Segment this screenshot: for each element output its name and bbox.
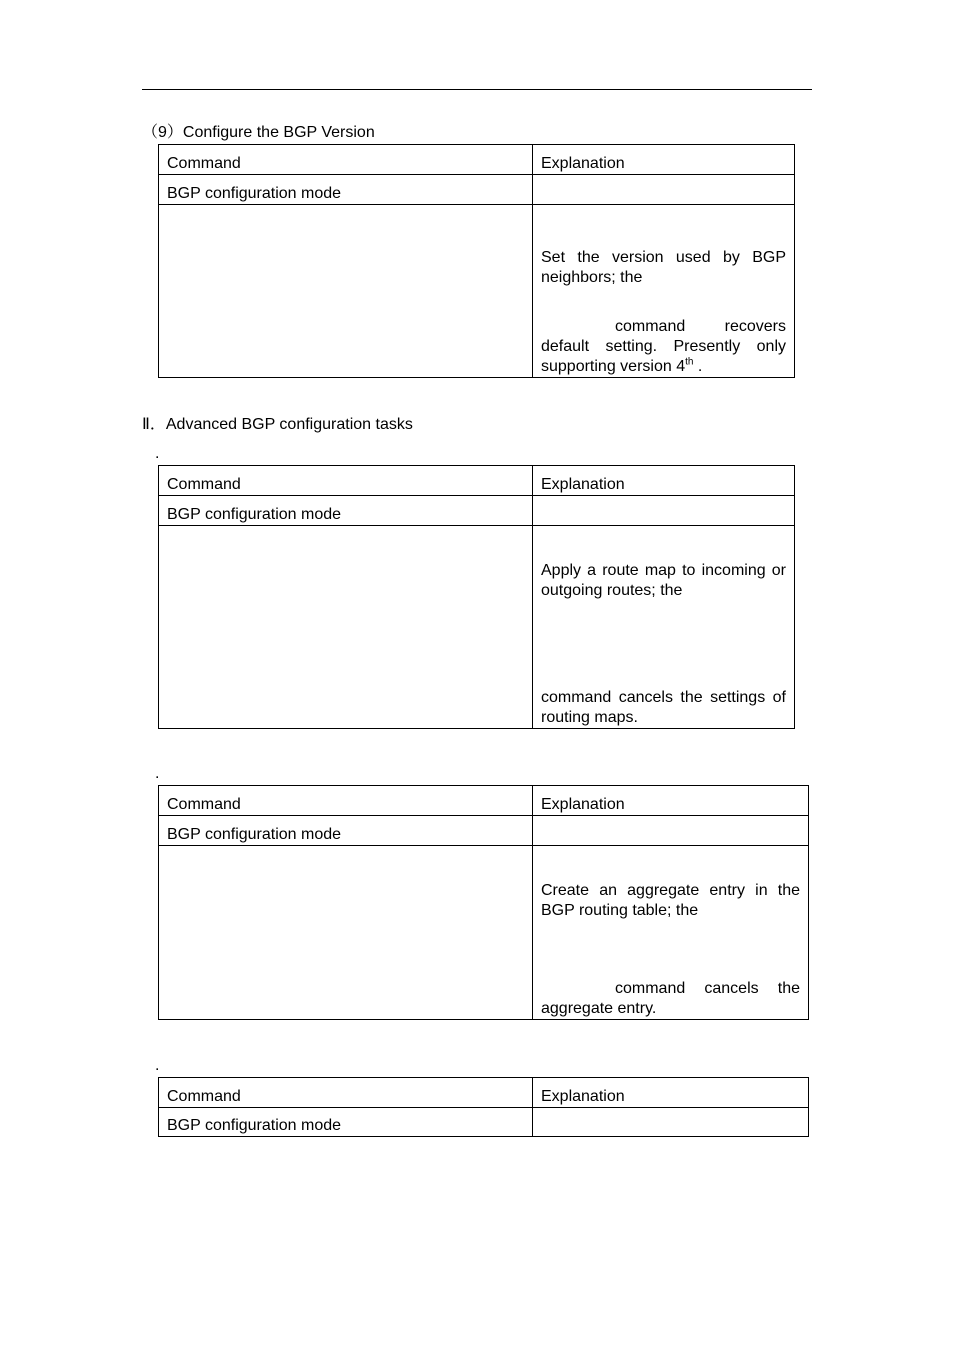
mode-cell: BGP configuration mode	[159, 175, 533, 205]
header-explanation: Explanation	[533, 786, 809, 816]
explanation-top: Apply a route map to incoming or outgoing routes; the	[541, 562, 786, 599]
header-command: Command	[159, 1078, 533, 1108]
explanation-top: Set the version used by BGP neighbors; the	[541, 249, 786, 286]
command-cell	[159, 846, 533, 1020]
explanation-bottom	[541, 317, 786, 377]
explanation-bottom	[541, 979, 800, 1019]
explanation-top: Create an aggregate entry in the BGP routing table; the	[541, 882, 800, 919]
header-explanation: Explanation	[533, 466, 795, 496]
bullet-dot-3: .	[155, 1057, 160, 1074]
bgp-table-4	[158, 1077, 809, 1137]
explanation-end: .	[697, 358, 703, 375]
explanation-bottom-text: command cancels the aggregate entry.	[541, 980, 800, 1017]
bullet-dot-1: .	[155, 445, 160, 462]
bullet-dot-2: .	[155, 765, 160, 782]
bgp-version-table	[158, 144, 795, 378]
header-explanation: Explanation	[533, 145, 795, 175]
mode-explanation-cell	[533, 816, 809, 846]
explanation-bottom-text: command recovers default setting. Presently only supporting version 4	[541, 318, 786, 375]
header-explanation: Explanation	[533, 1078, 809, 1108]
command-cell	[159, 526, 533, 729]
gap	[541, 601, 786, 688]
header-command: Command	[159, 786, 533, 816]
gap	[541, 921, 800, 979]
explanation-cell	[533, 526, 795, 729]
explanation-bottom: command cancels the settings of routing maps.	[541, 689, 786, 726]
mode-explanation-cell	[533, 1108, 809, 1137]
page-header-rule	[142, 89, 812, 90]
gap	[541, 288, 786, 317]
route-map-table	[158, 465, 795, 729]
section-9-title: （9）Configure the BGP Version	[142, 124, 375, 141]
explanation-cell	[533, 846, 809, 1020]
section-2-title: Ⅱ．Advanced BGP configuration tasks	[142, 416, 413, 433]
command-cell	[159, 205, 533, 378]
explanation-cell	[533, 205, 795, 378]
header-command: Command	[159, 145, 533, 175]
header-command: Command	[159, 466, 533, 496]
mode-explanation-cell	[533, 496, 795, 526]
aggregate-table	[158, 785, 809, 1020]
mode-cell: BGP configuration mode	[159, 1108, 533, 1137]
ordinal-suffix: th	[685, 356, 694, 368]
mode-cell: BGP configuration mode	[159, 816, 533, 846]
mode-explanation-cell	[533, 175, 795, 205]
mode-cell: BGP configuration mode	[159, 496, 533, 526]
